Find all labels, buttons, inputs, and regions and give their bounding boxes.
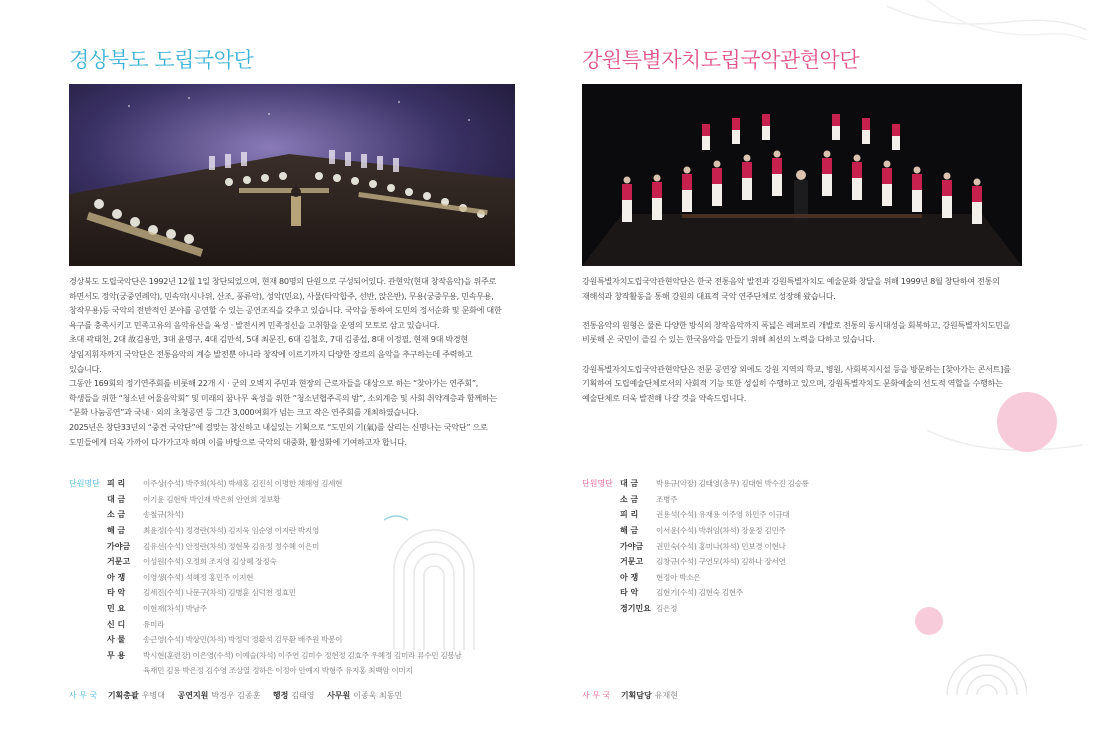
left-paragraph-line: 2025년은 창단33년의 “중견 국악단”에 걸맞는 참신하고 내실있는 기획으로 “도민의 기(氣)를 살리는 신명나는 국악단” 으로: [69, 421, 488, 432]
member-role: 민 요: [107, 604, 126, 614]
member-names: 권민숙(수석) 홍미나(차석) 민보경 이현나: [656, 541, 786, 551]
right-description: [582, 274, 1022, 405]
office-role: 기획담당: [620, 691, 652, 700]
member-names: 김창규(수석) 구연모(차석) 김하나 장서연: [656, 557, 786, 567]
office-label: 사 무 국: [69, 691, 98, 700]
office-names: 박경우 김종훈: [211, 691, 261, 700]
right-page-title: 강원특별자치도립국악관현악단: [582, 48, 860, 72]
member-list-label: 단원명단: [582, 479, 613, 489]
left-paragraph-line: 상임지휘자까지 국악단은 전통음악의 계승 발전뿐 아니라 창작에 이르기까지 다양한 장르의 음악을 추구하는데 주력하고: [69, 348, 473, 359]
member-names: 현정아 박소은: [656, 572, 701, 582]
member-row: [69, 476, 462, 492]
member-names: 김은정: [656, 604, 678, 614]
member-row: [582, 538, 809, 554]
member-names: 이서윤(수석) 박취임(차석) 장윤정 김민주: [656, 526, 786, 536]
pink-circle-decoration-icon: [927, 390, 1083, 480]
member-role: 아 쟁: [107, 572, 126, 582]
arch-decoration-icon: [384, 510, 484, 650]
left-paragraph-line: 있습니다.: [69, 363, 102, 374]
left-paragraph-line: 경상북도 도립국악단은 1992년 12월 1일 창단되었으며, 현재 80명의 단원으로 구성되어있다. 관현악(현대 창작음악)을 위주로: [69, 276, 497, 286]
right-paragraph-line: 강원특별자치도립국악관현악단은 한국 전통음악 발전과 강원특별자치도 예술문화 창달을 위해 1999년 8월 창단하여 전통의: [582, 276, 1000, 286]
member-names: 육재민 김용 박은정 김수영 조상열 정하은 이정아 안예지 박형주 유지홍 최백암 이미지: [143, 666, 413, 676]
member-row: [582, 492, 809, 508]
member-row: [69, 492, 462, 508]
left-paragraph-line: “문화 나눔공연”과 국내 · 외의 초청공연 등 그간 3,000여회가 넘는 크고 작은 연주회를 개최하였습니다.: [69, 407, 419, 418]
right-orchestra-photo: [582, 84, 1022, 266]
right-paragraph-line: 전통음악의 원형은 물론 다양한 방식의 창작음악까지 폭넓은 레퍼토리 개발로 전통의 동시대성을 회복하고, 강원특별자치도민을: [582, 319, 1011, 330]
left-paragraph-line: 학생들을 위한 “청소년 어울음악회” 및 미래의 꿈나무 육성을 위한 “청소년협주곡의 밤”, 소외계층 및 사회 취약계층과 함께하는: [69, 392, 497, 403]
member-role: 해 금: [107, 526, 126, 536]
member-row: [582, 601, 809, 617]
office-role: 기획총괄: [107, 691, 139, 700]
left-page: [0, 0, 546, 739]
left-office-footer: [69, 690, 412, 701]
member-role: 대 금: [107, 494, 126, 504]
member-role: 소 금: [107, 510, 126, 520]
member-row: [582, 570, 809, 586]
office-names: 김태영: [291, 691, 315, 700]
member-names: 조병주: [656, 494, 678, 504]
member-names: 이현재(차석) 박남주: [143, 604, 207, 614]
left-paragraph-line: 그동안 169회의 정기연주회를 비롯해 22개 시 · 군의 오벽지 주민과 현장의 근로자들을 대상으로 하는 “찾아가는 연주회”,: [69, 378, 479, 389]
member-names: 박용규(악장) 김태영(총무) 김대현 박수진 김승룡: [656, 479, 809, 489]
member-role: 타 악: [107, 588, 126, 598]
member-names: 김유선(수석) 안정란(차석) 정현복 김유정 정수혜 이은미: [143, 541, 319, 551]
member-role: 가야금: [107, 541, 131, 551]
right-paragraph-line: 예술단체로 더욱 발전해 나갈 것을 약속드립니다.: [582, 392, 747, 403]
left-orchestra-photo: [69, 84, 515, 266]
member-role: 소 금: [620, 494, 639, 504]
left-paragraph-line: 하면서도 정악(궁중연례악), 민속악(시나위, 산조, 풍류악), 성악(민요), 사물(타악합주, 선반, 앉은반), 무용(궁중무용, 민속무용,: [69, 290, 494, 301]
member-role: 해 금: [620, 526, 639, 536]
member-role: 신 디: [107, 619, 126, 629]
member-names: 권용석(수석) 유재용 이주영 하민주 이규대: [656, 510, 790, 520]
office-role: 사무원: [327, 691, 351, 700]
member-names: 김세진(수석) 나문구(차석) 김병훈 심덕천 정효민: [143, 588, 296, 598]
office-names: 우병대: [141, 691, 165, 700]
right-page: [547, 0, 1093, 739]
member-role: 거문고: [620, 557, 644, 567]
member-role: 아 쟁: [620, 572, 639, 582]
left-paragraph-line: 도민들에게 더욱 가까이 다가가고자 하며 이를 바탕으로 국악의 대중화, 활성화에 기여하고자 합니다.: [69, 436, 407, 447]
left-page-title: 경상북도 도립국악단: [69, 48, 254, 72]
left-description: [69, 274, 515, 449]
left-paragraph-line: 욕구를 충족시키고 민족고유의 음악유산을 육성 · 발전시켜 민족정신을 고취함을 운영의 모토로 삼고 있습니다.: [69, 319, 440, 330]
member-row: [582, 585, 809, 601]
member-names: 송철규(차석): [143, 510, 184, 520]
left-paragraph-line: 창작무용)등 국악의 전반적인 분야를 공연할 수 있는 공연조직을 갖추고 있습니다. 국악을 통하여 도민의 정서순화 및 문화에 대한: [69, 305, 502, 316]
right-paragraph-line: 재해석과 창작활동을 통해 강원의 대표적 국악 연주단체로 성장해 왔습니다.: [582, 290, 836, 301]
member-names: 이영생(수석) 석혜정 홍민주 이지현: [143, 572, 254, 582]
member-role: 경기민요: [620, 604, 651, 614]
wave-line-decoration-icon: [887, 0, 1087, 46]
office-role: 행정: [272, 691, 289, 700]
member-names: 이주상(수석) 박주희(차석) 박세홍 김진식 이명한 채해영 김세현: [143, 479, 343, 489]
member-names: 송근영(수석) 박상민(차석) 박정덕 정환석 김무환 배주원 박봉이: [143, 635, 343, 645]
office-label: 사 무 국: [582, 691, 611, 700]
member-role: 거문고: [107, 557, 131, 567]
member-row: [582, 507, 809, 523]
member-role: 피 리: [620, 510, 639, 520]
member-names: 최윤정(수석) 정경란(차석) 김지욱 임순영 이지란 박지영: [143, 526, 319, 536]
member-role: 가야금: [620, 541, 644, 551]
right-office-footer: [582, 690, 688, 701]
member-role: 타 악: [620, 588, 639, 598]
member-row: [582, 554, 809, 570]
rings-decoration-icon: [907, 595, 1027, 695]
left-paragraph-line: 초대 곽태천, 2대 故김용만, 3대 윤명구, 4대 김만석, 5대 최문진, 6대 김철호, 7대 김종섭, 8대 이정필, 현재 9대 박경현: [69, 334, 468, 345]
member-row: [69, 663, 462, 679]
office-names: 이종욱 최동민: [353, 691, 403, 700]
member-names: 이기윤 김현학 박인재 박은희 안연희 정보황: [143, 494, 281, 504]
right-paragraph-line: 비롯해 온 국민이 즐길 수 있는 한국음악을 만들기 위해 최선의 노력을 다하고 있습니다.: [582, 334, 875, 345]
member-role: 대 금: [620, 479, 639, 489]
member-names: 김현기(수석) 김현숙 김현주: [656, 588, 743, 598]
member-role: 무 용: [107, 650, 126, 660]
office-role: 공연지원: [177, 691, 209, 700]
member-role: 사 물: [107, 635, 126, 645]
member-row: [582, 523, 809, 539]
member-names: 이성원(수석) 오정희 조지영 김상혜 장정숙: [143, 557, 277, 567]
member-list-label: 단원명단: [69, 479, 100, 489]
member-row: [582, 476, 809, 492]
member-role: 피 리: [107, 479, 126, 489]
right-member-list: [582, 476, 809, 616]
right-paragraph-line: 기획하여 도립예술단체로서의 사회적 기능 또한 성실히 수행하고 있으며, 강원특별자치도 문화예술의 선도적 역할을 수행하는: [582, 378, 1003, 389]
office-names: 유재현: [654, 691, 678, 700]
member-names: 유미라: [143, 619, 165, 629]
member-names: 박시현(훈련장) 이은영(수석) 이예슬(차석) 이주연 김미수 정현정 김효주 우혜정 김미라 류수민 김봉남: [143, 650, 462, 660]
right-paragraph-line: 강원특별자치도립국악관현악단은 전문 공연장 외에도 강원 지역의 학교, 병원, 사회복지시설 등을 방문하는 [찾아가는 콘서트]를: [582, 363, 1011, 374]
